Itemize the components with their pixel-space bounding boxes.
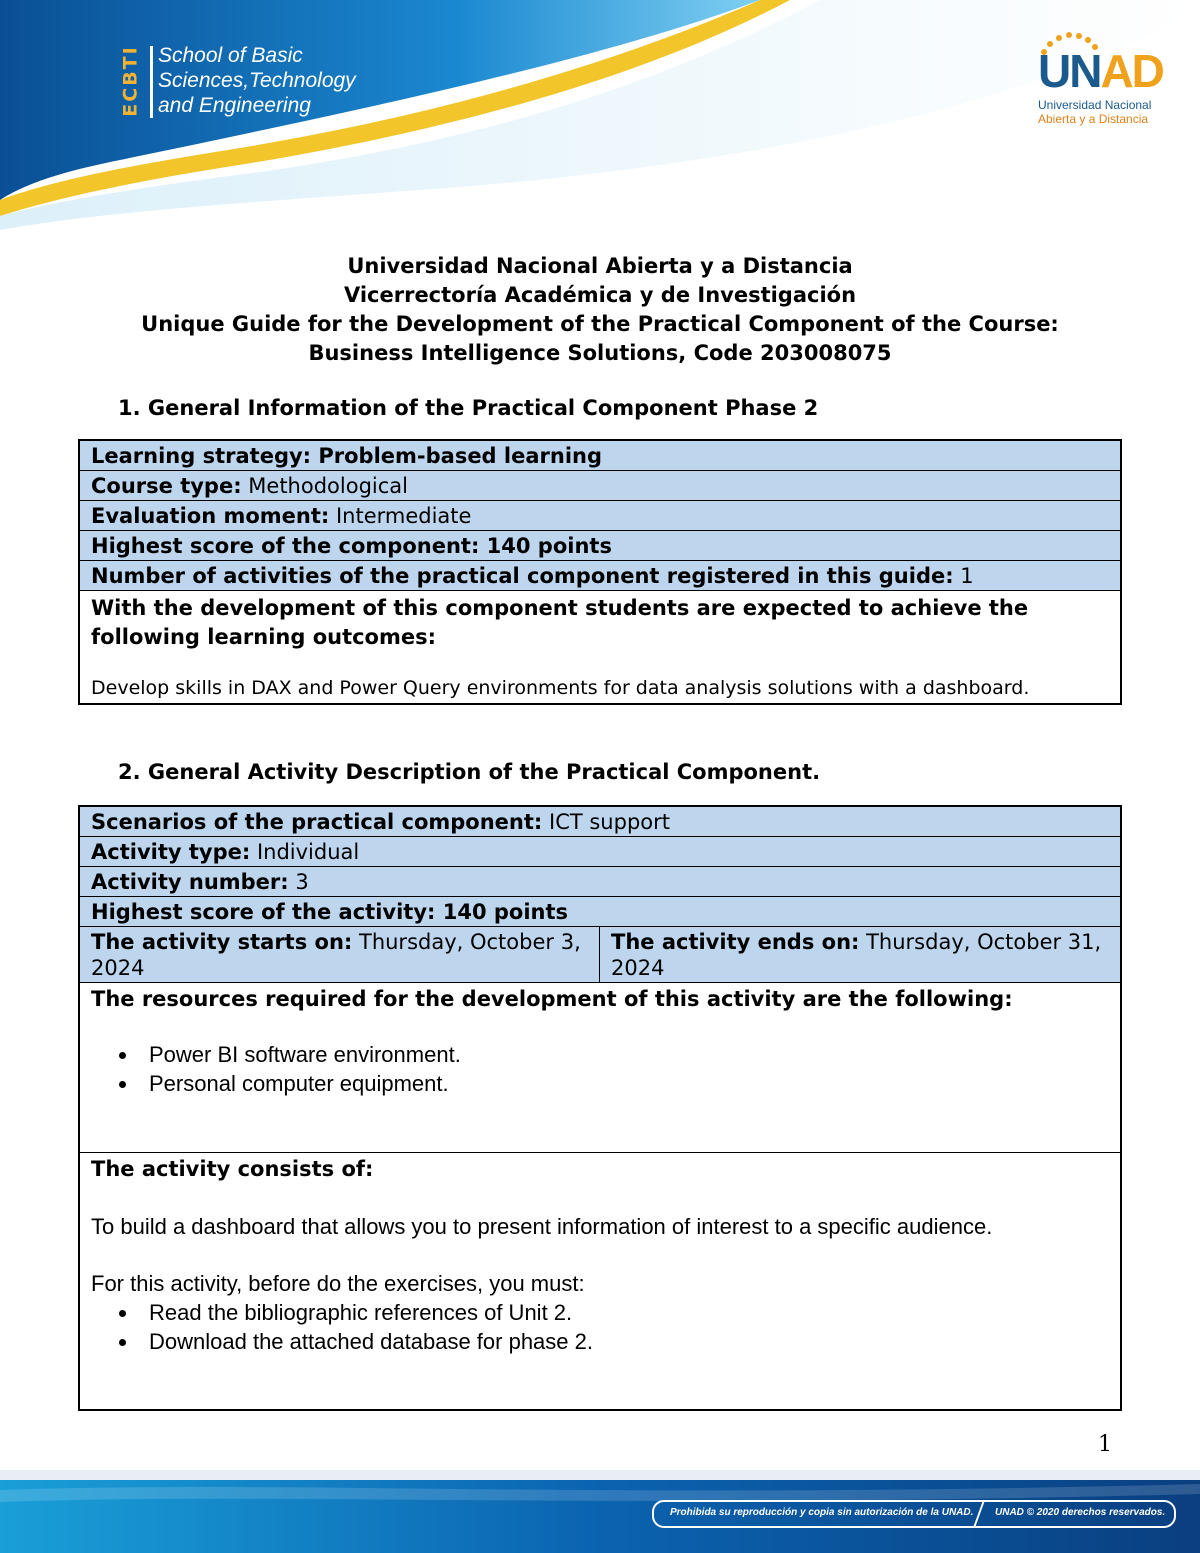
row-highest-score-component: Highest score of the component: 140 points xyxy=(80,531,1120,561)
row-resources xyxy=(80,983,1120,1153)
row-scenarios: Scenarios of the practical component: ICT support xyxy=(80,807,1120,837)
unad-logo-sub2: Abierta y a Distancia xyxy=(1038,112,1149,126)
consists-text: To build a dashboard that allows you to present information of interest to a specific audience. xyxy=(91,1214,993,1239)
resources-label: The resources required for the development of this activity are the following: xyxy=(91,987,1013,1011)
unad-logo xyxy=(1030,30,1170,130)
header-divider xyxy=(150,46,153,118)
title-university: Universidad Nacional Abierta y a Distancia xyxy=(347,254,853,278)
learning-outcomes-label: With the development of this component students are expected to achieve the following learning outcomes: xyxy=(91,596,1029,649)
before-list xyxy=(91,1298,1109,1356)
row-activity-number: Activity number: 3 xyxy=(80,867,1120,897)
list-item: • Power BI software environment. xyxy=(139,1040,1109,1069)
header-banner xyxy=(0,0,1200,230)
row-activity-consists xyxy=(80,1153,1120,1409)
section1-heading: 1. General Information of the Practical Component Phase 2 xyxy=(118,396,819,420)
activity-description-table xyxy=(78,805,1122,1411)
title-vicerrectoria: Vicerrectoría Académica y de Investigación xyxy=(343,283,857,307)
title-guide: Unique Guide for the Development of the Practical Component of the Course: xyxy=(141,312,1059,336)
row-number-of-activities: Number of activities of the practical component registered in this guide: 1 xyxy=(80,561,1120,591)
consists-label: The activity consists of: xyxy=(91,1157,374,1181)
row-learning-outcomes xyxy=(80,591,1120,703)
title-course: Business Intelligence Solutions, Code 203008075 xyxy=(308,341,892,365)
resources-list xyxy=(91,1040,1109,1098)
row-activity-type: Activity type: Individual xyxy=(80,837,1120,867)
page-number: 1 xyxy=(1098,1432,1112,1457)
list-item: • Read the bibliographic references of Unit 2. xyxy=(139,1298,1109,1327)
document-title-block xyxy=(0,252,1200,368)
footer-notice: Prohibida su reproducción y copia sin autorización de la UNAD. xyxy=(670,1507,974,1518)
footer-rights: UNAD © 2020 derechos reservados. xyxy=(995,1507,1166,1518)
school-name: School of Basic Sciences,Technology and Engineering xyxy=(158,44,356,117)
activity-start-date: The activity starts on: Thursday, October 3, 2024 xyxy=(80,927,600,982)
section2-heading: 2. General Activity Description of the Practical Component. xyxy=(118,760,821,784)
activity-end-date: The activity ends on: Thursday, October 31, 2024 xyxy=(611,930,1102,980)
learning-outcomes-text: Develop skills in DAX and Power Query environments for data analysis solutions with a dashboard. xyxy=(91,677,1030,699)
unad-wordmark: UNAD xyxy=(1038,45,1163,97)
row-activity-dates xyxy=(80,927,1120,983)
before-text: For this activity, before do the exercises, you must: xyxy=(91,1271,585,1296)
row-highest-score-activity: Highest score of the activity: 140 points xyxy=(80,897,1120,927)
row-learning-strategy: Learning strategy: Problem-based learning xyxy=(80,441,1120,471)
unad-logo-sub1: Universidad Nacional xyxy=(1038,98,1152,112)
list-item: • Personal computer equipment. xyxy=(139,1069,1109,1098)
list-item: • Download the attached database for phase 2. xyxy=(139,1327,1109,1356)
ecbti-vertical-label: ECBTI xyxy=(119,45,142,117)
row-course-type: Course type: Methodological xyxy=(80,471,1120,501)
row-evaluation-moment: Evaluation moment: Intermediate xyxy=(80,501,1120,531)
general-info-table xyxy=(78,439,1122,705)
